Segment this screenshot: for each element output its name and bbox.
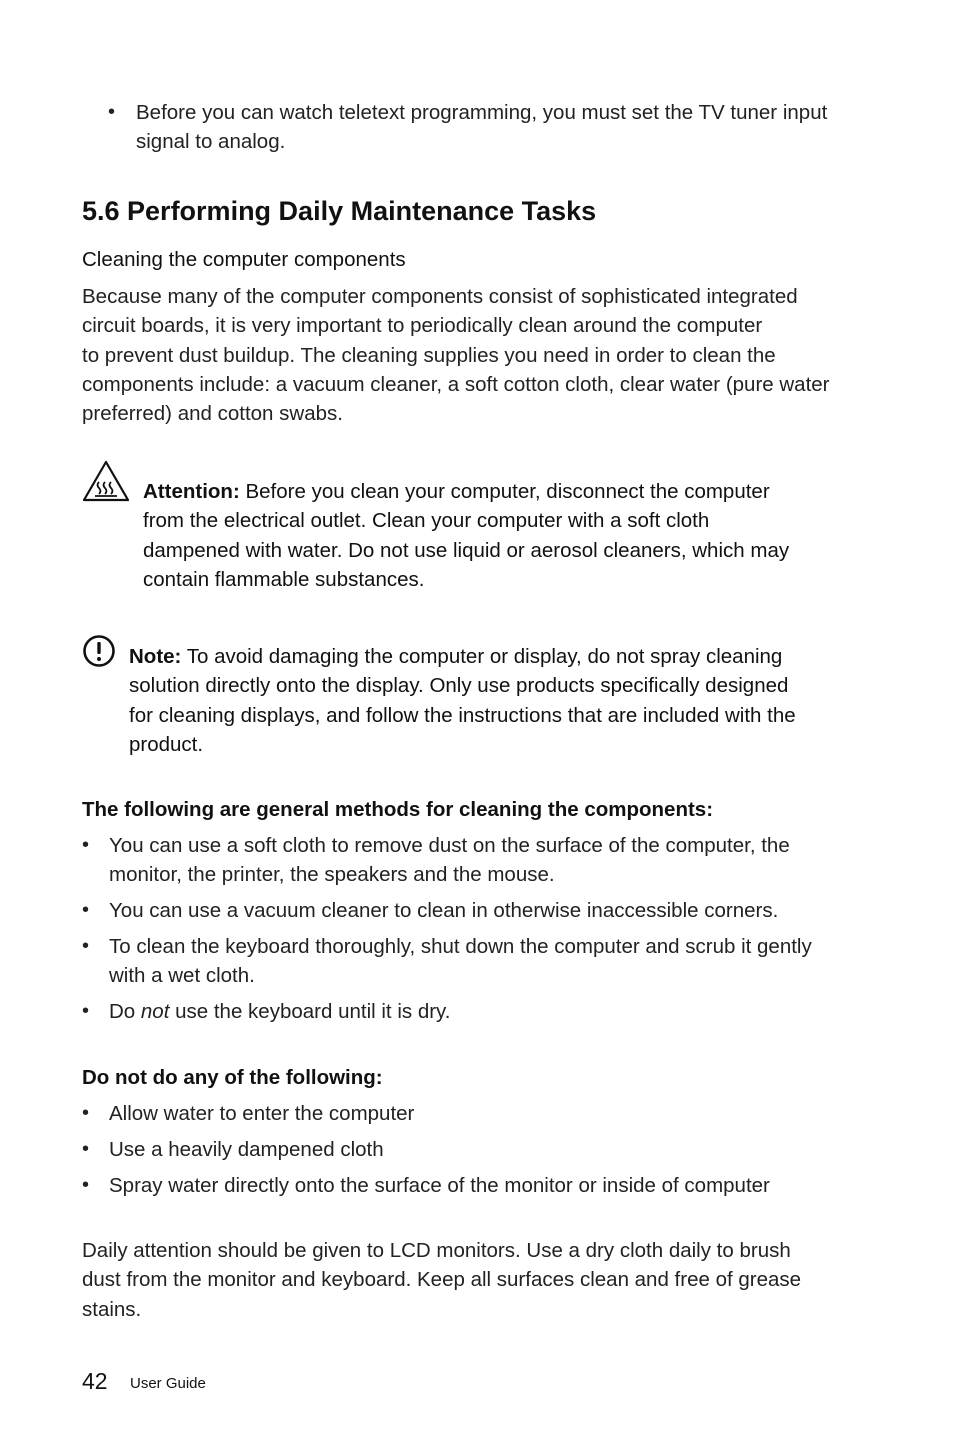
bullet-dot: •: [108, 101, 116, 123]
attention-first-line: [143, 477, 863, 506]
methods-heading: The following are general methods for cleaning the components:: [82, 798, 714, 821]
list-item-line: You can use a soft cloth to remove dust on the surface of the computer, the: [109, 834, 790, 857]
list-item: [82, 997, 872, 1027]
list-item: [82, 831, 872, 891]
note-line: for cleaning displays, and follow the instructions that are included with the: [129, 703, 796, 727]
attention-label: Attention:: [143, 480, 240, 503]
list-item-text: [109, 896, 869, 925]
attention-block: [143, 477, 863, 594]
intro-line: components include: a vacuum cleaner, a soft cotton cloth, clear water (pure water: [82, 372, 830, 396]
bullet-dot: •: [82, 834, 90, 856]
intro-line: preferred) and cotton swabs.: [82, 402, 343, 426]
attention-line: from the electrical outlet. Clean your computer with a soft cloth: [143, 509, 710, 533]
bullet-dot: •: [82, 1000, 90, 1022]
list-item: [82, 1171, 872, 1201]
list-item-text: [109, 831, 869, 890]
footer-title: User Guide: [130, 1375, 206, 1392]
list-item-text: [109, 997, 869, 1026]
intro-paragraph: [82, 282, 882, 428]
page-number: 42: [82, 1368, 108, 1394]
attention-line: contain flammable substances.: [143, 567, 425, 591]
donts-heading: Do not do any of the following:: [82, 1066, 383, 1089]
note-block: [129, 642, 869, 759]
closing-line: stains.: [82, 1297, 142, 1321]
bullet-dot: •: [82, 1102, 90, 1124]
list-item-line: with a wet cloth.: [109, 964, 255, 988]
list-item-line: monitor, the printer, the speakers and the mouse.: [109, 863, 555, 887]
list-item-line: You can use a vacuum cleaner to clean in otherwise inaccessible corners.: [109, 899, 779, 922]
teletext-bullet-text: Before you can watch teletext programming, you must set the TV tuner input signal to analog.: [136, 101, 828, 154]
bullet-dot: •: [82, 1174, 90, 1196]
list-item-text: [109, 932, 869, 991]
attention-text: Before you clean your computer, disconnect the computer: [239, 480, 770, 503]
list-item-text: Allow water to enter the computer: [109, 1102, 415, 1125]
exclamation-circle-icon: [82, 634, 116, 668]
bullet-dot: •: [82, 1138, 90, 1160]
list-item: [82, 896, 872, 926]
note-line: product.: [129, 732, 204, 756]
bullet-dot: •: [82, 899, 90, 921]
section-heading: 5.6 Performing Daily Maintenance Tasks: [82, 196, 597, 226]
attention-line: dampened with water. Do not use liquid or aerosol cleaners, which may: [143, 538, 790, 562]
list-item: [82, 1099, 872, 1129]
hot-surface-warning-icon: [82, 460, 130, 502]
list-item-text: Spray water directly onto the surface of the monitor or inside of computer: [109, 1174, 770, 1197]
list-item-line: To clean the keyboard thoroughly, shut down the computer and scrub it gently: [109, 935, 812, 958]
bullet-dot: •: [82, 935, 90, 957]
note-text: To avoid damaging the computer or display, do not spray cleaning: [181, 645, 783, 668]
list-item: [82, 932, 872, 992]
closing-line: Daily attention should be given to LCD monitors. Use a dry cloth daily to brush: [82, 1239, 791, 1262]
note-label: Note:: [129, 645, 182, 668]
note-first-line: [129, 642, 869, 671]
intro-line: to prevent dust buildup. The cleaning supplies you need in order to clean the: [82, 343, 776, 367]
note-line: solution directly onto the display. Only use products specifically designed: [129, 674, 789, 698]
list-item: [82, 1135, 872, 1165]
text-fragment: Do: [109, 1000, 141, 1023]
text-fragment: use the keyboard until it is dry.: [169, 1000, 451, 1023]
closing-line: dust from the monitor and keyboard. Keep all surfaces clean and free of grease: [82, 1268, 802, 1292]
intro-line: Because many of the computer components consist of sophisticated integrated: [82, 285, 798, 308]
emphasis-not: not: [140, 1000, 170, 1023]
intro-line: circuit boards, it is very important to periodically clean around the computer: [82, 314, 763, 338]
closing-paragraph: [82, 1236, 882, 1324]
subheading-cleaning: Cleaning the computer components: [82, 248, 406, 271]
list-item-text: Use a heavily dampened cloth: [109, 1138, 384, 1161]
